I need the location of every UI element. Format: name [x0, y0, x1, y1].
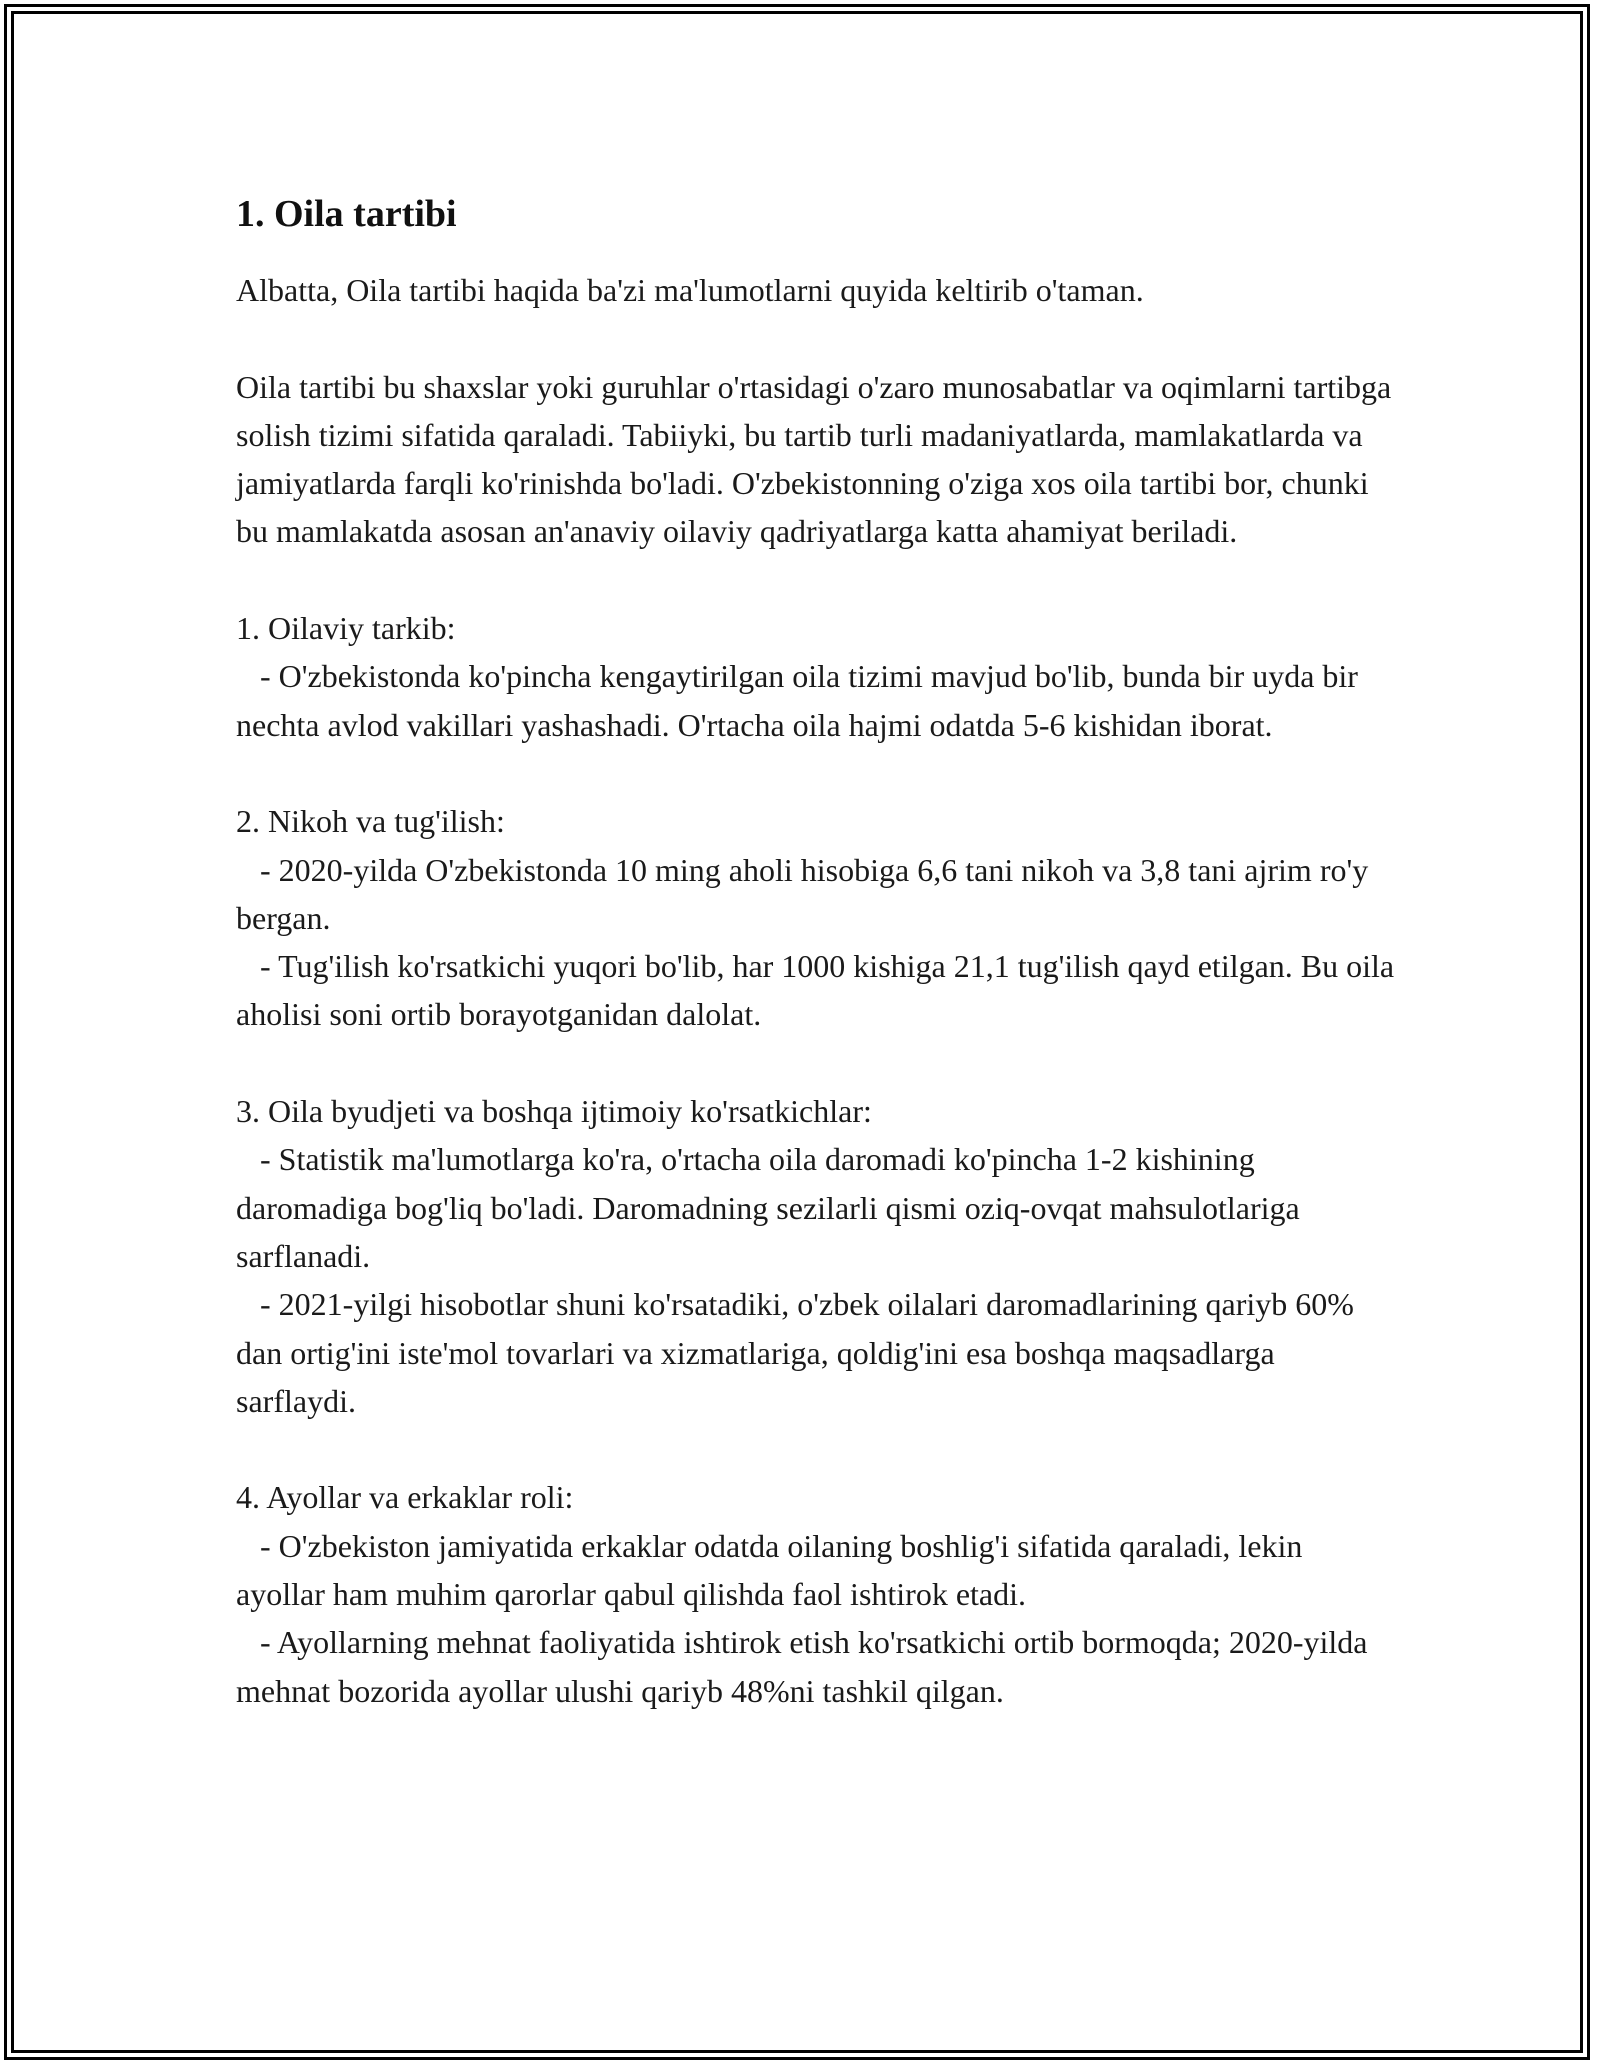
section-bullet: - Ayollarning mehnat faoliyatida ishtirok etish ko'rsatkichi ortib bormoqda; 2020-yilda mehnat bozorida ayollar ulushi qariyb 48%ni tashkil qilgan.	[236, 1624, 1376, 1709]
section-bullet: - O'zbekiston jamiyatida erkaklar odatda oilaning boshlig'i sifatida qaraladi, lekin ayollar ham muhim qarorlar qabul qilishda faol ishtirok etadi.	[236, 1527, 1311, 1613]
intro-paragraph: Albatta, Oila tartibi haqida ba'zi ma'lumotlarni quyida keltirib o'taman.	[236, 272, 1144, 308]
document-title: 1. Oila tartibi	[236, 193, 457, 235]
section-heading-family-structure: 1. Oilaviy tarkib:	[236, 610, 456, 647]
section-bullet: - 2020-yilda O'zbekistonda 10 ming aholi hisobiga 6,6 tani nikoh va 3,8 tani ajrim ro'y bergan.	[236, 851, 1377, 936]
spacer	[236, 556, 1396, 604]
section-heading-gender-roles: 4. Ayollar va erkaklar roli:	[236, 1479, 574, 1516]
section-bullet: - Tug'ilish ko'rsatkichi yuqori bo'lib, har 1000 kishiga 21,1 tug'ilish qayd etilgan. Bu oila aholisi soni ortib borayotganidan dalolat.	[236, 948, 1403, 1033]
spacer	[236, 1425, 1396, 1473]
overview-paragraph: Oila tartibi bu shaxslar yoki guruhlar o'rtasidagi o'zaro munosabatlar va oqimlarni tartibga solish tizimi sifatida qaraladi. Tabiiyki, bu tartib turli madaniyatlarda, mamlakatlarda va jamiyatlarda farqli ko'rinishda bo'ladi. O'zbekistonning o'ziga xos oila tartibi bor, chunki bu mamlakatda asosan an'anaviy oilaviy qadriyatlarga katta ahamiyat beriladi.	[236, 368, 1400, 550]
spacer	[236, 314, 1396, 362]
section-heading-marriage-birth: 2. Nikoh va tug'ilish:	[236, 803, 505, 840]
document-body	[236, 186, 1403, 1715]
spacer	[236, 1039, 1396, 1087]
section-bullet: - O'zbekistonda ko'pincha kengaytirilgan oila tizimi mavjud bo'lib, bunda bir uyda bir nechta avlod vakillari yashashadi. O'rtacha oila hajmi odatda 5-6 kishidan iborat.	[236, 658, 1366, 743]
section-bullet: - Statistik ma'lumotlarga ko'ra, o'rtacha oila daromadi ko'pincha 1-2 kishining daromadiga bog'liq bo'ladi. Daromadning sezilarli qismi oziq-ovqat mahsulotlariga sarflanadi.	[236, 1141, 1308, 1274]
section-heading-family-budget: 3. Oila byudjeti va boshqa ijtimoiy ko'rsatkichlar:	[236, 1093, 872, 1130]
section-bullet: - 2021-yilgi hisobotlar shuni ko'rsatadiki, o'zbek oilalari daromadlarining qariyb 60% dan ortig'ini iste'mol tovarlari va xizmatlariga, qoldig'ini esa boshqa maqsadlarga sarflaydi.	[236, 1286, 1362, 1419]
spacer	[236, 749, 1396, 797]
